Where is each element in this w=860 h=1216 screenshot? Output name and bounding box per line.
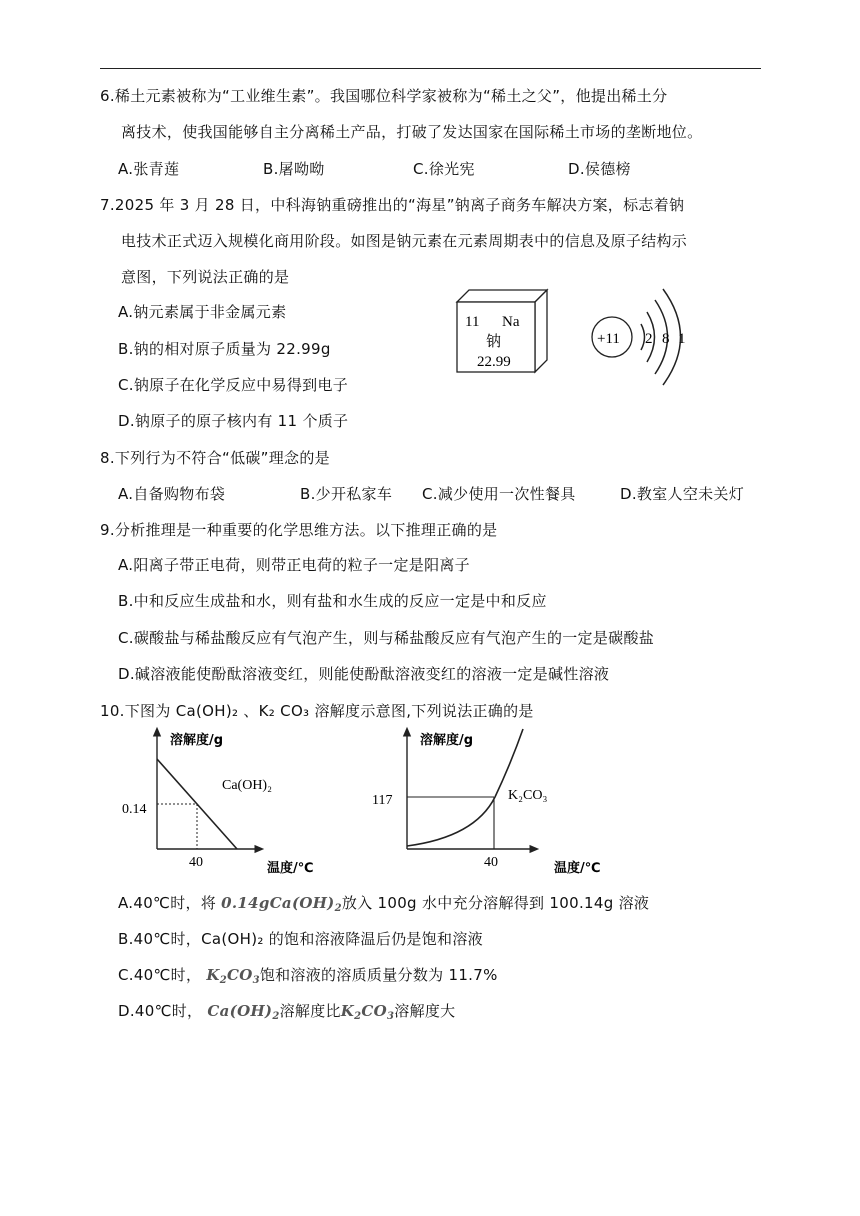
series-label: Ca(OH)₂ [222,778,272,793]
q10-option-d-prefix: D.40℃时， [118,1002,208,1020]
q6-stem-line1: 6.稀土元素被称为“工业维生素”。我国哪位科学家被称为“稀土之父”，他提出稀土分 [100,87,668,105]
nucleus-charge: +11 [597,331,620,347]
shell-3-electrons: 1 [678,331,686,347]
formula-co: CO [361,1002,388,1020]
q10-option-c-formula [206,966,259,984]
formula-co: CO [226,966,253,984]
q7-stem-line3: 意图，下列说法正确的是 [121,268,290,286]
formula-k-subscript: 2 [219,975,227,986]
q9-option-d: D.碱溶液能使酚酞溶液变红，则能使酚酞溶液变红的溶液一定是碱性溶液 [118,665,610,683]
element-atomic-number: 11 [465,314,480,330]
q10-option-d-formula-b [341,1002,394,1020]
caoh2-solubility-chart [110,725,340,885]
formula-caoh-subscript: 2 [272,1011,280,1022]
q6-stem-line2: 离技术，使我国能够自主分离稀土产品，打破了发达国家在国际稀土市场的垄断地位。 [121,123,703,141]
q10-option-a [118,893,649,919]
q10-option-c-suffix: 饱和溶液的溶质质量分数为 11.7% [259,966,498,984]
q9-option-a: A.阳离子带正电荷，则带正电荷的粒子一定是阳离子 [118,556,470,574]
q6-option-a: A.张青莲 [118,160,180,178]
formula-k: K [340,1002,355,1020]
q10-option-d [118,1001,455,1027]
q10-option-c [118,965,498,991]
q7-stem-line2: 电技术正式迈入规模化商用阶段。如图是钠元素在元素周期表中的信息及原子结构示 [121,232,688,250]
q9-stem: 9.分析推理是一种重要的化学思维方法。以下推理正确的是 [100,521,498,539]
x-tick-label: 40 [484,855,498,870]
series-label: K₂CO₃ [508,788,548,803]
q6-option-b: B.屠呦呦 [263,160,325,178]
q10-option-d-middle: 溶解度比 [279,1002,341,1020]
formula-k-subscript: 2 [354,1011,362,1022]
q10-option-d-formula-a [207,1002,279,1020]
formula-subscript: 2 [334,903,342,914]
formula-co-subscript: 3 [252,975,260,986]
q8-option-a: A.自备购物布袋 [118,485,226,503]
formula-text: 0.14gCa(OH) [221,894,335,912]
y-axis-label: 溶解度/g [420,733,474,748]
element-name: 钠 [486,332,502,350]
formula-caoh: Ca(OH) [207,1002,273,1020]
element-symbol: Na [502,314,520,330]
q7-option-d: D.钠原子的原子核内有 11 个质子 [118,412,349,430]
y-tick-label: 0.14 [122,802,147,817]
q10-option-a-suffix: 放入 100g 水中充分溶解得到 100.14g 溶液 [341,894,650,912]
q7-option-c: C.钠原子在化学反应中易得到电子 [118,376,349,394]
shell-1-electrons: 2 [645,331,653,347]
q10-stem: 10.下图为 Ca(OH)₂ 、K₂ CO₃ 溶解度示意图,下列说法正确的是 [100,702,534,720]
q6-option-d: D.侯德榜 [568,160,631,178]
q7-option-b: B.钠的相对原子质量为 22.99g [118,340,331,358]
q10-option-c-prefix: C.40℃时， [118,966,207,984]
formula-k: K [206,966,220,984]
sodium-element-cell [455,288,555,374]
q6-option-c: C.徐光宪 [413,160,475,178]
sodium-atom-structure [585,286,695,386]
k2co3-solubility-chart [365,725,620,885]
q10-option-d-suffix: 溶解度大 [394,1002,456,1020]
x-tick-label: 40 [189,855,203,870]
x-axis-label: 温度/℃ [267,861,314,876]
q8-option-c: C.减少使用一次性餐具 [422,485,576,503]
element-atomic-mass: 22.99 [477,354,511,370]
q10-option-a-prefix: A.40℃时，将 [118,894,222,912]
shell-2-electrons: 8 [662,331,670,347]
header-rule [100,68,761,69]
q7-option-a: A.钠元素属于非金属元素 [118,303,287,321]
q7-stem-line1: 7.2025 年 3 月 28 日，中科海钠重磅推出的“海星”钠离子商务车解决方案，标志着钠 [100,196,685,214]
y-tick-label: 117 [372,793,393,808]
q8-option-b: B.少开私家车 [300,485,393,503]
formula-co-subscript: 3 [387,1011,395,1022]
q9-option-b: B.中和反应生成盐和水，则有盐和水生成的反应一定是中和反应 [118,592,547,610]
q10-option-b: B.40℃时，Ca(OH)₂ 的饱和溶液降温后仍是饱和溶液 [118,930,483,948]
x-axis-label: 温度/℃ [554,861,601,876]
q8-stem: 8.下列行为不符合“低碳”理念的是 [100,449,330,467]
y-axis-label: 溶解度/g [170,733,224,748]
q10-option-a-formula [221,894,342,912]
q8-option-d: D.教室人空未关灯 [620,485,745,503]
q9-option-c: C.碳酸盐与稀盐酸反应有气泡产生，则与稀盐酸反应有气泡产生的一定是碳酸盐 [118,629,655,647]
